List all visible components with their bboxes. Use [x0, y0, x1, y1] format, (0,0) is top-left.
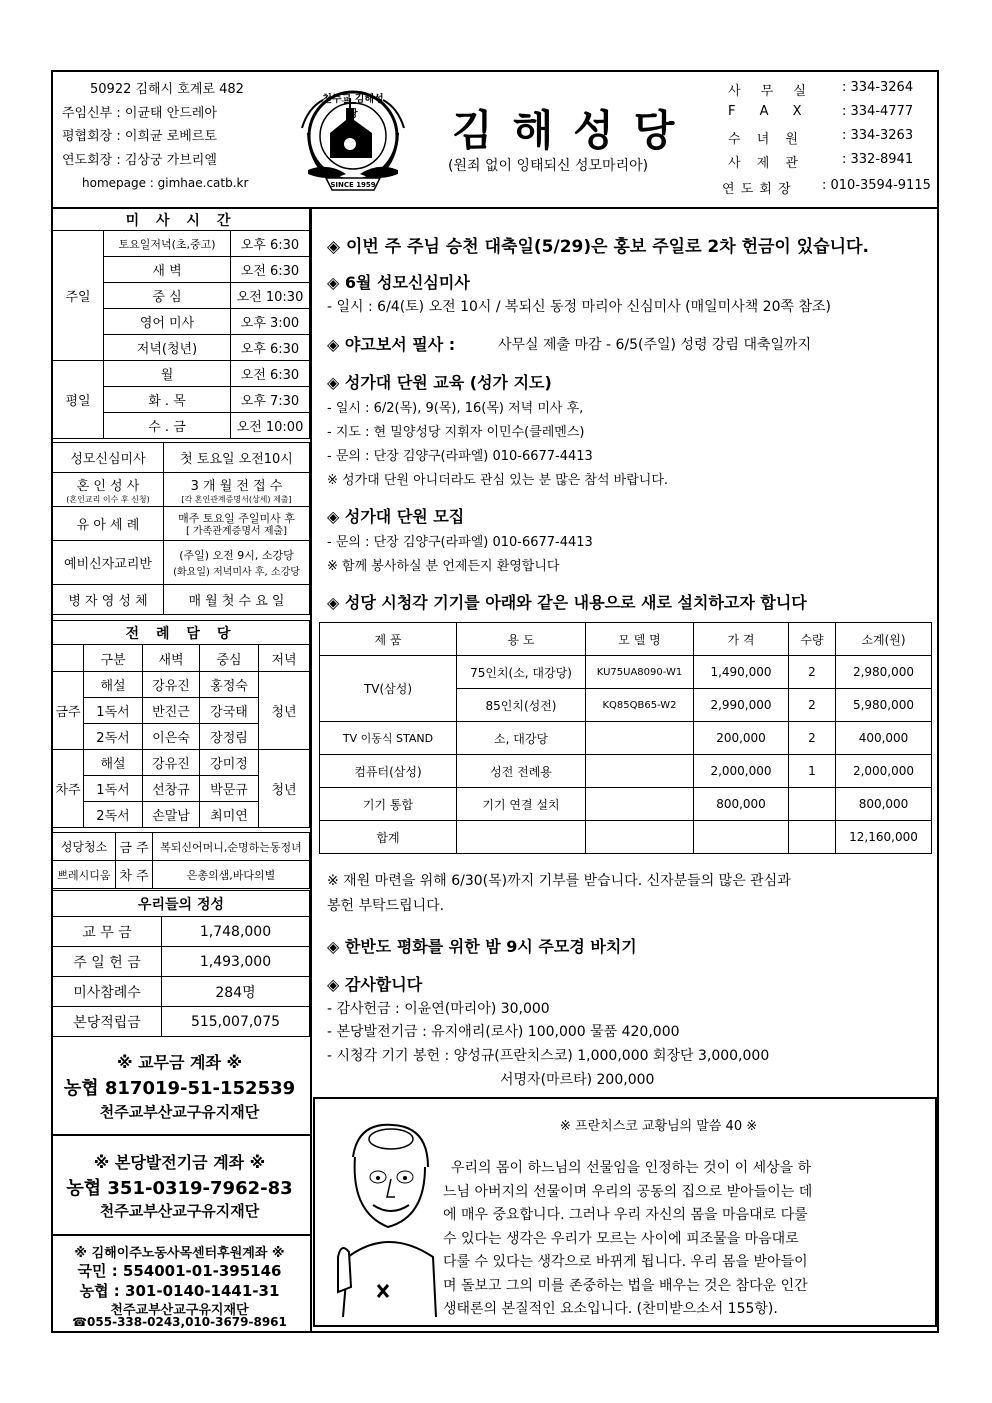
col-header: 중심: [200, 645, 259, 672]
role: 2독서: [84, 802, 143, 828]
eq-subtotal: 800,000: [836, 788, 932, 821]
account-divider: [51, 1234, 311, 1236]
liturgy-title: 전 례 담 당: [53, 621, 310, 645]
notice-title: ◈ 감사합니다: [327, 975, 423, 994]
pope-quote-box: [313, 1097, 937, 1327]
eq-product: TV 이동식 STAND: [320, 722, 457, 755]
notice-line: ※ 성가대 단원 아니더라도 관심 있는 분 많은 참석 바랍니다.: [327, 473, 669, 488]
offering-name: 본당적립금: [53, 1007, 162, 1037]
eq-product: TV(삼성): [320, 656, 457, 722]
eq-price: 2,000,000: [694, 755, 789, 788]
contact-value: : 334-3264: [842, 80, 914, 95]
offering-name: 미사참례수: [53, 977, 162, 1007]
mass-name: 중 심: [104, 283, 231, 309]
notice-title: ◈ 성가대 단원 모집: [327, 507, 465, 526]
eq-model: [586, 755, 694, 788]
eq-qty: 2: [789, 689, 836, 722]
contact-value: : 332-8941: [842, 152, 914, 167]
sacrament-value: 매주 토요일 주일미사 후: [178, 512, 295, 525]
council-chair: 평협회장 : 이희균 로베르토: [62, 129, 217, 144]
mass-name: 수 . 금: [104, 413, 231, 439]
eq-product: 기기 통합: [320, 788, 457, 821]
sacrament-note: [ 가족관계증명서 제출]: [185, 526, 288, 537]
eq-subtotal: 5,980,000: [836, 689, 932, 722]
notice-line: 서명자(마르타) 200,000: [500, 1072, 655, 1088]
role: 해설: [84, 672, 143, 698]
cleaning-week-label: 금 주: [116, 833, 153, 861]
sacrament-value: 3 개 월 전 접 수: [190, 478, 283, 494]
contact-value: : 334-3263: [842, 128, 914, 143]
quote-body: [443, 1157, 812, 1322]
sacrament-value: (주일) 오전 9시, 소강당: [179, 549, 294, 562]
blank-cell: [457, 821, 586, 854]
account1-holder: 천주교부산교구유지재단: [99, 1103, 260, 1121]
eq-qty: [789, 788, 836, 821]
homepage: homepage : gimhae.catb.kr: [82, 176, 249, 190]
church-logo: [288, 78, 418, 198]
notice-line: - 일시 : 6/2(목), 9(목), 16(목) 저녁 미사 후,: [327, 401, 584, 416]
page-subtitle: (원죄 없이 잉태되신 성모마리아): [448, 158, 649, 174]
cleaning-table: [52, 832, 310, 889]
contact-label: 사 무 실: [728, 84, 814, 99]
sacrament-note: (화요일) 저녁미사 후, 소강당: [173, 567, 300, 578]
mass-time: 오전 10:30: [231, 283, 310, 309]
pope-illustration: [333, 1117, 438, 1317]
mass-name: 저녁(청년): [104, 335, 231, 361]
quote-title: ※ 프란치스코 교황님의 말씀 40 ※: [560, 1119, 758, 1134]
notice-line: - 문의 : 단장 김양구(라파엘) 010-6677-4413: [327, 535, 593, 550]
offerings-title: 우리들의 정성: [53, 891, 310, 917]
pope-caricature-icon: [333, 1117, 438, 1317]
col-header: 새벽: [143, 645, 200, 672]
mass-time: 오전 6:30: [231, 361, 310, 387]
address: 50922 김해시 호계로 482: [90, 82, 244, 97]
mass-title: 미 사 시 간: [53, 209, 310, 231]
role: 2독서: [84, 724, 143, 750]
notice-line: - 시청각 기기 봉헌 : 양성규(프란치스코) 1,000,000 회장단 3,000,000: [327, 1048, 770, 1064]
col-header: 구분: [84, 645, 143, 672]
contact-label: 사 제 관: [728, 156, 804, 171]
eq-model: [586, 788, 694, 821]
offerings-table: [52, 890, 310, 1037]
evening-person: 청년: [259, 672, 310, 750]
quote-line: 에 매우 중요합니다. 그러나 우리 자신의 몸을 마음대로 다룰: [443, 1207, 808, 1223]
eq-price: 800,000: [694, 788, 789, 821]
mass-name: 화 . 목: [104, 387, 231, 413]
evening-person: 청년: [259, 750, 310, 828]
weekday-label: 평일: [53, 361, 104, 439]
sacrament-value: 매 월 첫 수 요 일: [164, 585, 310, 615]
eq-qty: 1: [789, 755, 836, 788]
quote-line: 다룰 수 있다는 생각으로 바뀌게 됩니다. 우리 몸을 받아들이: [443, 1254, 808, 1270]
eq-header: 수량: [789, 623, 836, 656]
notice-line: 사무실 제출 마감 - 6/5(주일) 성령 강림 대축일까지: [498, 337, 812, 353]
sunday-label: 주일: [53, 231, 104, 361]
sacrament-name: 예비신자교리반: [53, 541, 164, 585]
mass-time: 오후 6:30: [231, 335, 310, 361]
pastor: 주임신부 : 이균태 안드레아: [62, 105, 217, 121]
sacrament-value: 첫 토요일 오전10시: [164, 443, 310, 473]
dawn-person: 반진근: [143, 698, 200, 724]
week-label: 차주: [53, 750, 84, 828]
notice-title: ◈ 야고보서 필사 :: [327, 335, 456, 354]
sacrament-name: 유 아 세 례: [53, 507, 164, 541]
eq-model: [586, 722, 694, 755]
contact-label: 연 도 회 장: [722, 182, 792, 197]
account1-number: 농협 817019-51-152539: [63, 1078, 296, 1099]
role: 1독서: [84, 698, 143, 724]
eq-price: 200,000: [694, 722, 789, 755]
main-person: 장정림: [200, 724, 259, 750]
blank-cell: [586, 821, 694, 854]
mass-name: 토요일저녁(초,중고): [104, 231, 231, 257]
account3-holder: 천주교부산교구유지재단: [110, 1303, 249, 1318]
role: 해설: [84, 750, 143, 776]
eq-total-label: 합계: [320, 821, 457, 854]
sacrament-name: 병 자 영 성 체: [53, 585, 164, 615]
quote-line: 수 있다는 생각은 우리가 모르는 사이에 피조물을 마음대로: [443, 1230, 799, 1247]
cleaning-group-this: 복되신어머니,순명하는동정녀: [153, 833, 310, 861]
quote-line: 우리의 몸이 하느님의 선물임을 인정하는 것이 이 세상을 하: [451, 1160, 812, 1176]
eq-qty: 2: [789, 656, 836, 689]
eq-use: 성전 전례용: [457, 755, 586, 788]
union-chair: 연도회장 : 김상궁 가브리엘: [62, 152, 217, 168]
eq-subtotal: 2,980,000: [836, 656, 932, 689]
eq-product: 컴퓨터(삼성): [320, 755, 457, 788]
main-person: 강국태: [200, 698, 259, 724]
notice-line: ※ 재원 마련을 위해 6/30(목)까지 기부를 받습니다. 신자분들의 많은 관심과: [327, 873, 791, 889]
account2-title: ※ 본당발전기금 계좌 ※: [93, 1153, 266, 1172]
dawn-person: 강유진: [143, 750, 200, 776]
sacrament-name: 혼 인 성 사: [76, 478, 140, 494]
notice-line: - 지도 : 현 밀양성당 지휘자 이민수(클레멘스): [327, 425, 585, 440]
eq-model: KU75UA8090-W1: [586, 656, 694, 689]
contact-value: : 334-4777: [842, 104, 914, 119]
account3-nh: 농협 : 301-0140-1441-31: [79, 1282, 280, 1300]
logo-text: 천주교 김해성당: [322, 94, 384, 120]
sacrament-note: [각 혼인관계증명서(상세) 제출]: [181, 494, 292, 504]
account2-number: 농협 351-0319-7962-83: [66, 1178, 293, 1199]
blank-cell: [789, 821, 836, 854]
dawn-person: 이은숙: [143, 724, 200, 750]
eq-use: 75인치(소, 대강당): [457, 656, 586, 689]
notice-title: ◈ 6월 성모신심미사: [327, 273, 470, 292]
mass-time: 오후 6:30: [231, 231, 310, 257]
offering-value: 515,007,075: [162, 1007, 310, 1037]
quote-line: 며 돌보고 그의 미를 존중하는 법을 배우는 것은 참다운 인간: [443, 1277, 808, 1294]
mass-time: 오전 10:00: [231, 413, 310, 439]
dawn-person: 선창규: [143, 776, 200, 802]
eq-use: 기기 연결 설치: [457, 788, 586, 821]
eq-header: 제 품: [320, 623, 457, 656]
account3-kb: 국민 : 554001-01-395146: [77, 1262, 282, 1280]
offering-value: 1,493,000: [162, 947, 310, 977]
notice-line: 봉헌 부탁드립니다.: [327, 898, 445, 914]
account3-title: ※ 김해이주노동사목센터후원계좌 ※: [74, 1246, 285, 1261]
mass-schedule-table: [52, 208, 310, 439]
mass-time: 오전 6:30: [231, 257, 310, 283]
page-title: 김해성당: [452, 106, 695, 155]
dawn-person: 손말남: [143, 802, 200, 828]
contact-label: F A X: [728, 104, 812, 119]
main-person: 강미정: [200, 750, 259, 776]
account2-holder: 천주교부산교구유지재단: [99, 1202, 260, 1220]
account3-phone: ☎055-338-0243,010-3679-8961: [72, 1315, 287, 1329]
account1-title: ※ 교무금 계좌 ※: [116, 1053, 243, 1072]
notice-ascension: ◈ 이번 주 주님 승천 대축일(5/29)은 홍보 주일로 2차 헌금이 있습니다.: [327, 237, 869, 257]
eq-header: 소계(원): [836, 623, 932, 656]
eq-header: 모 델 명: [586, 623, 694, 656]
eq-model: KQ85QB65-W2: [586, 689, 694, 722]
header-info: [62, 78, 248, 196]
sacrament-note: (혼인교리 이수 후 신청): [66, 494, 150, 504]
col-header: 저녁: [259, 645, 310, 672]
role: 1독서: [84, 776, 143, 802]
notice-line: - 본당발전기금 : 유지애리(로사) 100,000 물품 420,000: [327, 1024, 680, 1040]
offering-value: 1,748,000: [162, 917, 310, 947]
sacrament-name: 성모신심미사: [53, 443, 164, 473]
eq-total: 12,160,000: [836, 821, 932, 854]
blank-cell: [694, 821, 789, 854]
column-divider: [310, 208, 312, 1333]
eq-price: 1,490,000: [694, 656, 789, 689]
cleaning-group-label: 쁘레시디움: [53, 861, 116, 889]
liturgy-table: [52, 620, 310, 828]
eq-use: 85인치(성전): [457, 689, 586, 722]
offering-name: 교 무 금: [53, 917, 162, 947]
main-person: 최미연: [200, 802, 259, 828]
sacraments-table: [52, 442, 310, 615]
eq-subtotal: 400,000: [836, 722, 932, 755]
mass-name: 새 벽: [104, 257, 231, 283]
notice-line: - 문의 : 단장 김양구(라파엘) 010-6677-4413: [327, 449, 593, 464]
mass-name: 영어 미사: [104, 309, 231, 335]
eq-header: 가 격: [694, 623, 789, 656]
notice-title: ◈ 한반도 평화를 위한 밤 9시 주모경 바치기: [327, 937, 637, 956]
quote-line: 생태론의 본질적인 요소입니다. (찬미받으소서 155항).: [443, 1301, 778, 1317]
eq-qty: 2: [789, 722, 836, 755]
account-divider: [51, 1134, 311, 1136]
blank-cell: [53, 645, 84, 672]
mass-time: 오후 3:00: [231, 309, 310, 335]
eq-header: 용 도: [457, 623, 586, 656]
week-label: 금주: [53, 672, 84, 750]
notice-line: ※ 함께 봉사하실 분 언제든지 환영합니다: [327, 559, 560, 574]
main-person: 홍정숙: [200, 672, 259, 698]
offering-value: 284명: [162, 977, 310, 1007]
notice-title: ◈ 성당 시청각 기기를 아래와 같은 내용으로 새로 설치하고자 합니다: [327, 593, 807, 612]
contact-label: 수 녀 원: [728, 132, 804, 147]
contact-value: : 010-3594-9115: [822, 178, 931, 193]
equipment-table: [319, 622, 932, 854]
notice-line: - 감사헌금 : 이윤연(마리아) 30,000: [327, 1001, 550, 1017]
notice-line: - 일시 : 6/4(토) 오전 10시 / 복되신 동정 마리아 신심미사 (매일미사책 20쪽 참조): [327, 299, 831, 315]
dawn-person: 강유진: [143, 672, 200, 698]
mass-name: 월: [104, 361, 231, 387]
notice-title: ◈ 성가대 단원 교육 (성가 지도): [327, 373, 552, 392]
quote-line: 느님 아버지의 선물이며 우리의 공동의 집으로 받아들이는 데: [443, 1183, 813, 1200]
cleaning-group-next: 은총의샘,바다의별: [153, 861, 310, 889]
cleaning-week-label: 차 주: [116, 861, 153, 889]
offering-name: 주 일 헌 금: [53, 947, 162, 977]
eq-use: 소, 대강당: [457, 722, 586, 755]
mass-time: 오후 7:30: [231, 387, 310, 413]
eq-price: 2,990,000: [694, 689, 789, 722]
eq-subtotal: 2,000,000: [836, 755, 932, 788]
cleaning-label: 성당청소: [53, 833, 116, 861]
logo-since: SINCE 1959: [330, 181, 376, 189]
main-person: 박문규: [200, 776, 259, 802]
